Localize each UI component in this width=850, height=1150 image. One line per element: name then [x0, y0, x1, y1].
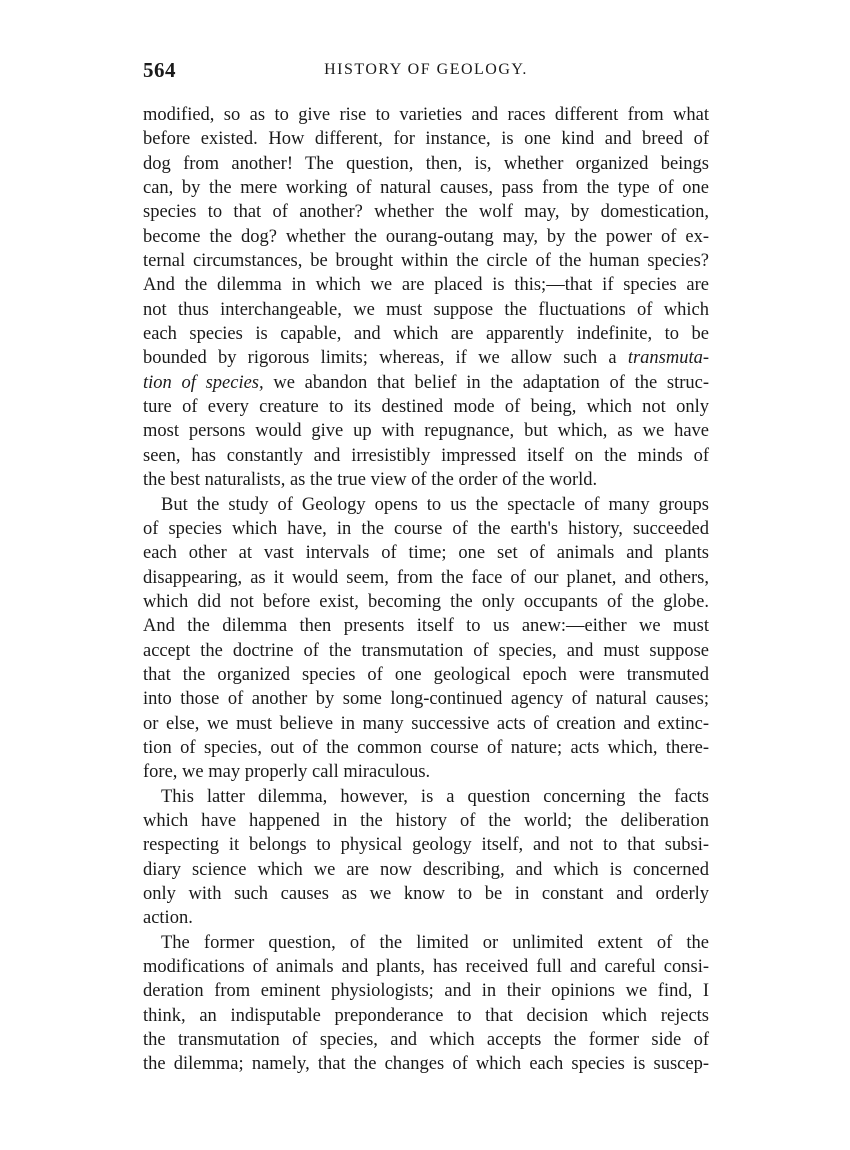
- text-line: fore, we may properly call miraculous.: [143, 762, 431, 783]
- text-line: tion of species, out of the common course of nature; acts which, there-: [143, 737, 709, 758]
- text-line: become the dog? whether the ourang-outang may, by the power of ex-: [143, 226, 709, 247]
- text-line: [143, 371, 709, 395]
- page-header: [143, 58, 709, 88]
- text-line: into those of another by some long-continued agency of natural causes;: [143, 689, 709, 710]
- text-line: each other at vast intervals of time; one set of animals and plants: [143, 543, 709, 564]
- text-line: each species is capable, and which are apparently indefinite, to be: [143, 324, 709, 345]
- text-line: modifications of animals and plants, has received full and careful consi-: [143, 957, 709, 978]
- text-line: And the dilemma then presents itself to us anew:—either we must: [143, 616, 709, 637]
- page-number: 564: [143, 58, 176, 82]
- text-line: most persons would give up with repugnance, but which, as we have: [143, 421, 709, 442]
- text-line: ternal circumstances, be brought within the circle of the human species?: [143, 251, 709, 272]
- text-line: the dilemma; namely, that the changes of which each species is suscep-: [143, 1054, 709, 1075]
- text-line: only with such causes as we know to be in constant and orderly: [143, 884, 709, 904]
- text-line: that the organized species of one geological epoch were transmuted: [143, 664, 709, 685]
- text-run: we abandon that belief in the adaptation of the struc-: [273, 372, 710, 393]
- text-line: This latter dilemma, however, is a question concerning the facts: [161, 786, 709, 807]
- text-line: before existed. How different, for instance, is one kind and breed of: [143, 129, 709, 150]
- text-line: not thus interchangeable, we must suppose the fluctuations of which: [143, 299, 709, 320]
- text-line: [143, 346, 709, 370]
- text-line: dog from another! The question, then, is, whether organized beings: [143, 153, 709, 174]
- text-line: of species which have, in the course of the earth's history, succeeded: [143, 518, 709, 539]
- text-line: accept the doctrine of the transmutation of species, and must suppose: [143, 640, 709, 661]
- text-run: bounded by rigorous limits; whereas, if we allow such a: [143, 348, 617, 369]
- text-line: can, by the mere working of natural causes, pass from the type of one: [143, 178, 709, 199]
- text-line: the transmutation of species, and which accepts the former side of: [143, 1030, 709, 1051]
- text-line: And the dilemma in which we are placed is this;—that if species are: [143, 275, 709, 296]
- text-line: deration from eminent physiologists; and in their opinions we find, I: [143, 981, 709, 1002]
- running-title: HISTORY OF GEOLOGY.: [324, 61, 528, 78]
- text-line: The former question, of the limited or unlimited extent of the: [161, 932, 709, 953]
- text-line: the best naturalists, as the true view of the order of the world.: [143, 470, 598, 491]
- text-line: diary science which we are now describing, and which is concerned: [143, 859, 709, 880]
- paragraph-3: [143, 785, 709, 931]
- text-line: which did not before exist, becoming the only occupants of the globe.: [143, 591, 709, 612]
- text-line: which have happened in the history of the world; the deliberation: [143, 810, 709, 831]
- text-line: species to that of another? whether the wolf may, by domestication,: [143, 202, 709, 223]
- text-line: But the study of Geology opens to us the spectacle of many groups: [161, 494, 709, 515]
- paragraph-4: [143, 931, 709, 1077]
- text-line: respecting it belongs to physical geology itself, and not to that subsi-: [143, 835, 709, 856]
- paragraph-1: [143, 103, 709, 493]
- paragraph-2: [143, 493, 709, 785]
- text-line: disappearing, as it would seem, from the face of our planet, and others,: [143, 567, 709, 588]
- text-line: modified, so as to give rise to varieties and races different from what: [143, 105, 709, 125]
- text-line: seen, has constantly and irresistibly impressed itself on the minds of: [143, 445, 709, 466]
- italic-term: transmuta-: [627, 348, 710, 369]
- text-line: think, an indisputable preponderance to that decision which rejects: [143, 1005, 709, 1026]
- text-line: action.: [143, 908, 193, 929]
- text-line: or else, we must believe in many successive acts of creation and extinc-: [143, 713, 709, 734]
- body-text: [143, 103, 709, 1077]
- text-line: ture of every creature to its destined mode of being, which not only: [143, 397, 709, 418]
- italic-term: tion of species,: [143, 372, 264, 393]
